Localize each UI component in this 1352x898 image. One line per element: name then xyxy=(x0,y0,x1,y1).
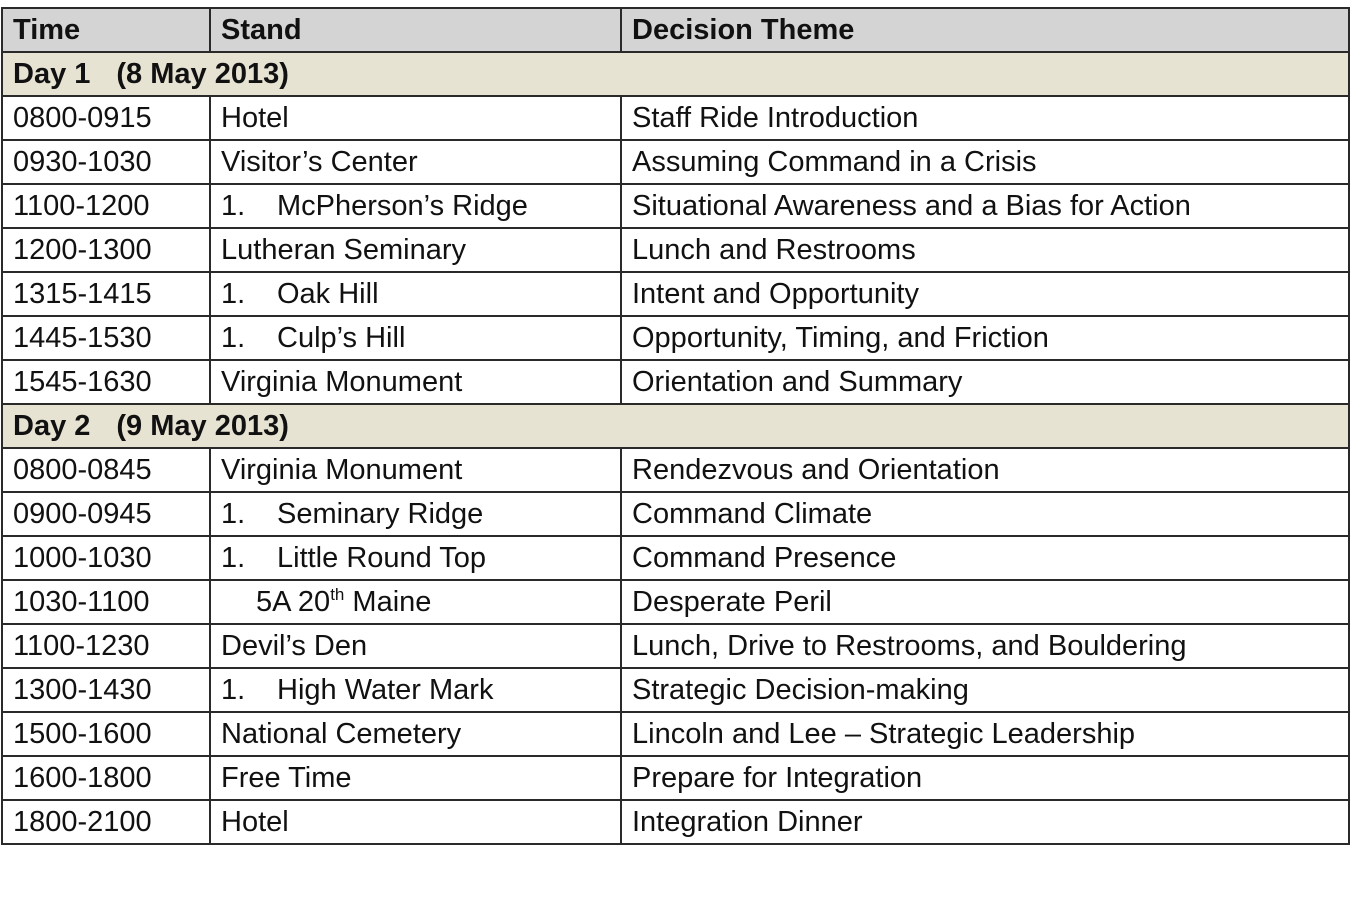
table-row xyxy=(2,272,1349,316)
stand-cell xyxy=(210,272,621,316)
stand-cell xyxy=(210,96,621,140)
day-1-date: (8 May 2013) xyxy=(116,57,289,90)
stand-cell xyxy=(210,140,621,184)
table-row xyxy=(2,624,1349,668)
theme-cell: Rendezvous and Orientation xyxy=(621,448,1349,492)
theme-cell: Situational Awareness and a Bias for Action xyxy=(621,184,1349,228)
time-cell: 1445-1530 xyxy=(2,316,210,360)
time-cell: 1545-1630 xyxy=(2,360,210,404)
table-row xyxy=(2,140,1349,184)
table-row xyxy=(2,448,1349,492)
table-row xyxy=(2,316,1349,360)
day-2-date: (9 May 2013) xyxy=(116,409,289,442)
stand-number: 1. xyxy=(221,189,246,222)
table-row xyxy=(2,536,1349,580)
theme-cell: Assuming Command in a Crisis xyxy=(621,140,1349,184)
stand-number: 1. xyxy=(221,277,246,310)
theme-cell: Desperate Peril xyxy=(621,580,1349,624)
stand-cell xyxy=(210,536,621,580)
stand-name: Virginia Monument xyxy=(221,453,463,486)
stand-number: 1. xyxy=(221,497,246,530)
stand-name: Culp’s Hill xyxy=(277,321,406,354)
stand-cell xyxy=(210,448,621,492)
stand-name: Hotel xyxy=(221,805,289,838)
header-time: Time xyxy=(2,8,210,52)
theme-cell: Staff Ride Introduction xyxy=(621,96,1349,140)
stand-cell xyxy=(210,712,621,756)
time-cell: 1500-1600 xyxy=(2,712,210,756)
header-stand: Stand xyxy=(210,8,621,52)
header-row xyxy=(2,8,1349,52)
table-row xyxy=(2,580,1349,624)
day-2-row xyxy=(2,404,1349,448)
table-row xyxy=(2,800,1349,844)
day-1-row xyxy=(2,52,1349,96)
table-row xyxy=(2,492,1349,536)
theme-cell: Lunch and Restrooms xyxy=(621,228,1349,272)
time-cell: 0800-0845 xyxy=(2,448,210,492)
stand-cell xyxy=(210,800,621,844)
table-row xyxy=(2,184,1349,228)
stand-cell xyxy=(210,360,621,404)
stand-name: Lutheran Seminary xyxy=(221,233,467,266)
stand-name-suffix: Maine xyxy=(344,585,432,618)
day-2-label xyxy=(2,404,1349,448)
stand-number: 1. xyxy=(221,673,246,706)
table-row xyxy=(2,228,1349,272)
time-cell: 1300-1430 xyxy=(2,668,210,712)
time-cell: 0900-0945 xyxy=(2,492,210,536)
theme-cell: Intent and Opportunity xyxy=(621,272,1349,316)
time-cell: 0930-1030 xyxy=(2,140,210,184)
theme-cell: Integration Dinner xyxy=(621,800,1349,844)
table-row xyxy=(2,712,1349,756)
time-cell: 1030-1100 xyxy=(2,580,210,624)
table-row xyxy=(2,360,1349,404)
stand-name: McPherson’s Ridge xyxy=(277,189,528,222)
theme-cell: Lunch, Drive to Restrooms, and Bouldering xyxy=(621,624,1349,668)
stand-cell xyxy=(210,228,621,272)
stand-name: Little Round Top xyxy=(277,541,487,574)
time-cell: 0800-0915 xyxy=(2,96,210,140)
stand-name: Virginia Monument xyxy=(221,365,463,398)
stand-name: National Cemetery xyxy=(221,717,462,750)
stand-name: Visitor’s Center xyxy=(221,145,418,178)
stand-cell xyxy=(210,668,621,712)
theme-cell: Orientation and Summary xyxy=(621,360,1349,404)
stand-number: 1. xyxy=(221,541,246,574)
theme-cell: Prepare for Integration xyxy=(621,756,1349,800)
table-row xyxy=(2,96,1349,140)
stand-name: Oak Hill xyxy=(277,277,379,310)
day-1-name: Day 1 xyxy=(13,57,91,90)
stand-name: Hotel xyxy=(221,101,289,134)
time-cell: 1315-1415 xyxy=(2,272,210,316)
time-cell: 1000-1030 xyxy=(2,536,210,580)
stand-name: Free Time xyxy=(221,761,352,794)
time-cell: 1100-1200 xyxy=(2,184,210,228)
time-cell: 1200-1300 xyxy=(2,228,210,272)
stand-name-prefix: 5A 20 xyxy=(256,585,331,618)
stand-number: 1. xyxy=(221,321,246,354)
day-1-label xyxy=(2,52,1349,96)
table-row xyxy=(2,756,1349,800)
stand-name: Devil’s Den xyxy=(221,629,368,662)
theme-cell: Strategic Decision-making xyxy=(621,668,1349,712)
stand-cell xyxy=(210,580,621,624)
stand-cell xyxy=(210,624,621,668)
header-decision-theme: Decision Theme xyxy=(621,8,1349,52)
stand-cell xyxy=(210,492,621,536)
theme-cell: Opportunity, Timing, and Friction xyxy=(621,316,1349,360)
theme-cell: Lincoln and Lee – Strategic Leadership xyxy=(621,712,1349,756)
theme-cell: Command Presence xyxy=(621,536,1349,580)
stand-cell xyxy=(210,316,621,360)
time-cell: 1800-2100 xyxy=(2,800,210,844)
day-2-name: Day 2 xyxy=(13,409,91,442)
theme-cell: Command Climate xyxy=(621,492,1349,536)
time-cell: 1100-1230 xyxy=(2,624,210,668)
stand-cell xyxy=(210,184,621,228)
time-cell: 1600-1800 xyxy=(2,756,210,800)
table-row xyxy=(2,668,1349,712)
stand-cell xyxy=(210,756,621,800)
stand-name: Seminary Ridge xyxy=(277,497,484,530)
stand-ordinal-suffix: th xyxy=(330,584,345,604)
stand-name: High Water Mark xyxy=(277,673,494,706)
schedule-table xyxy=(1,7,1350,845)
